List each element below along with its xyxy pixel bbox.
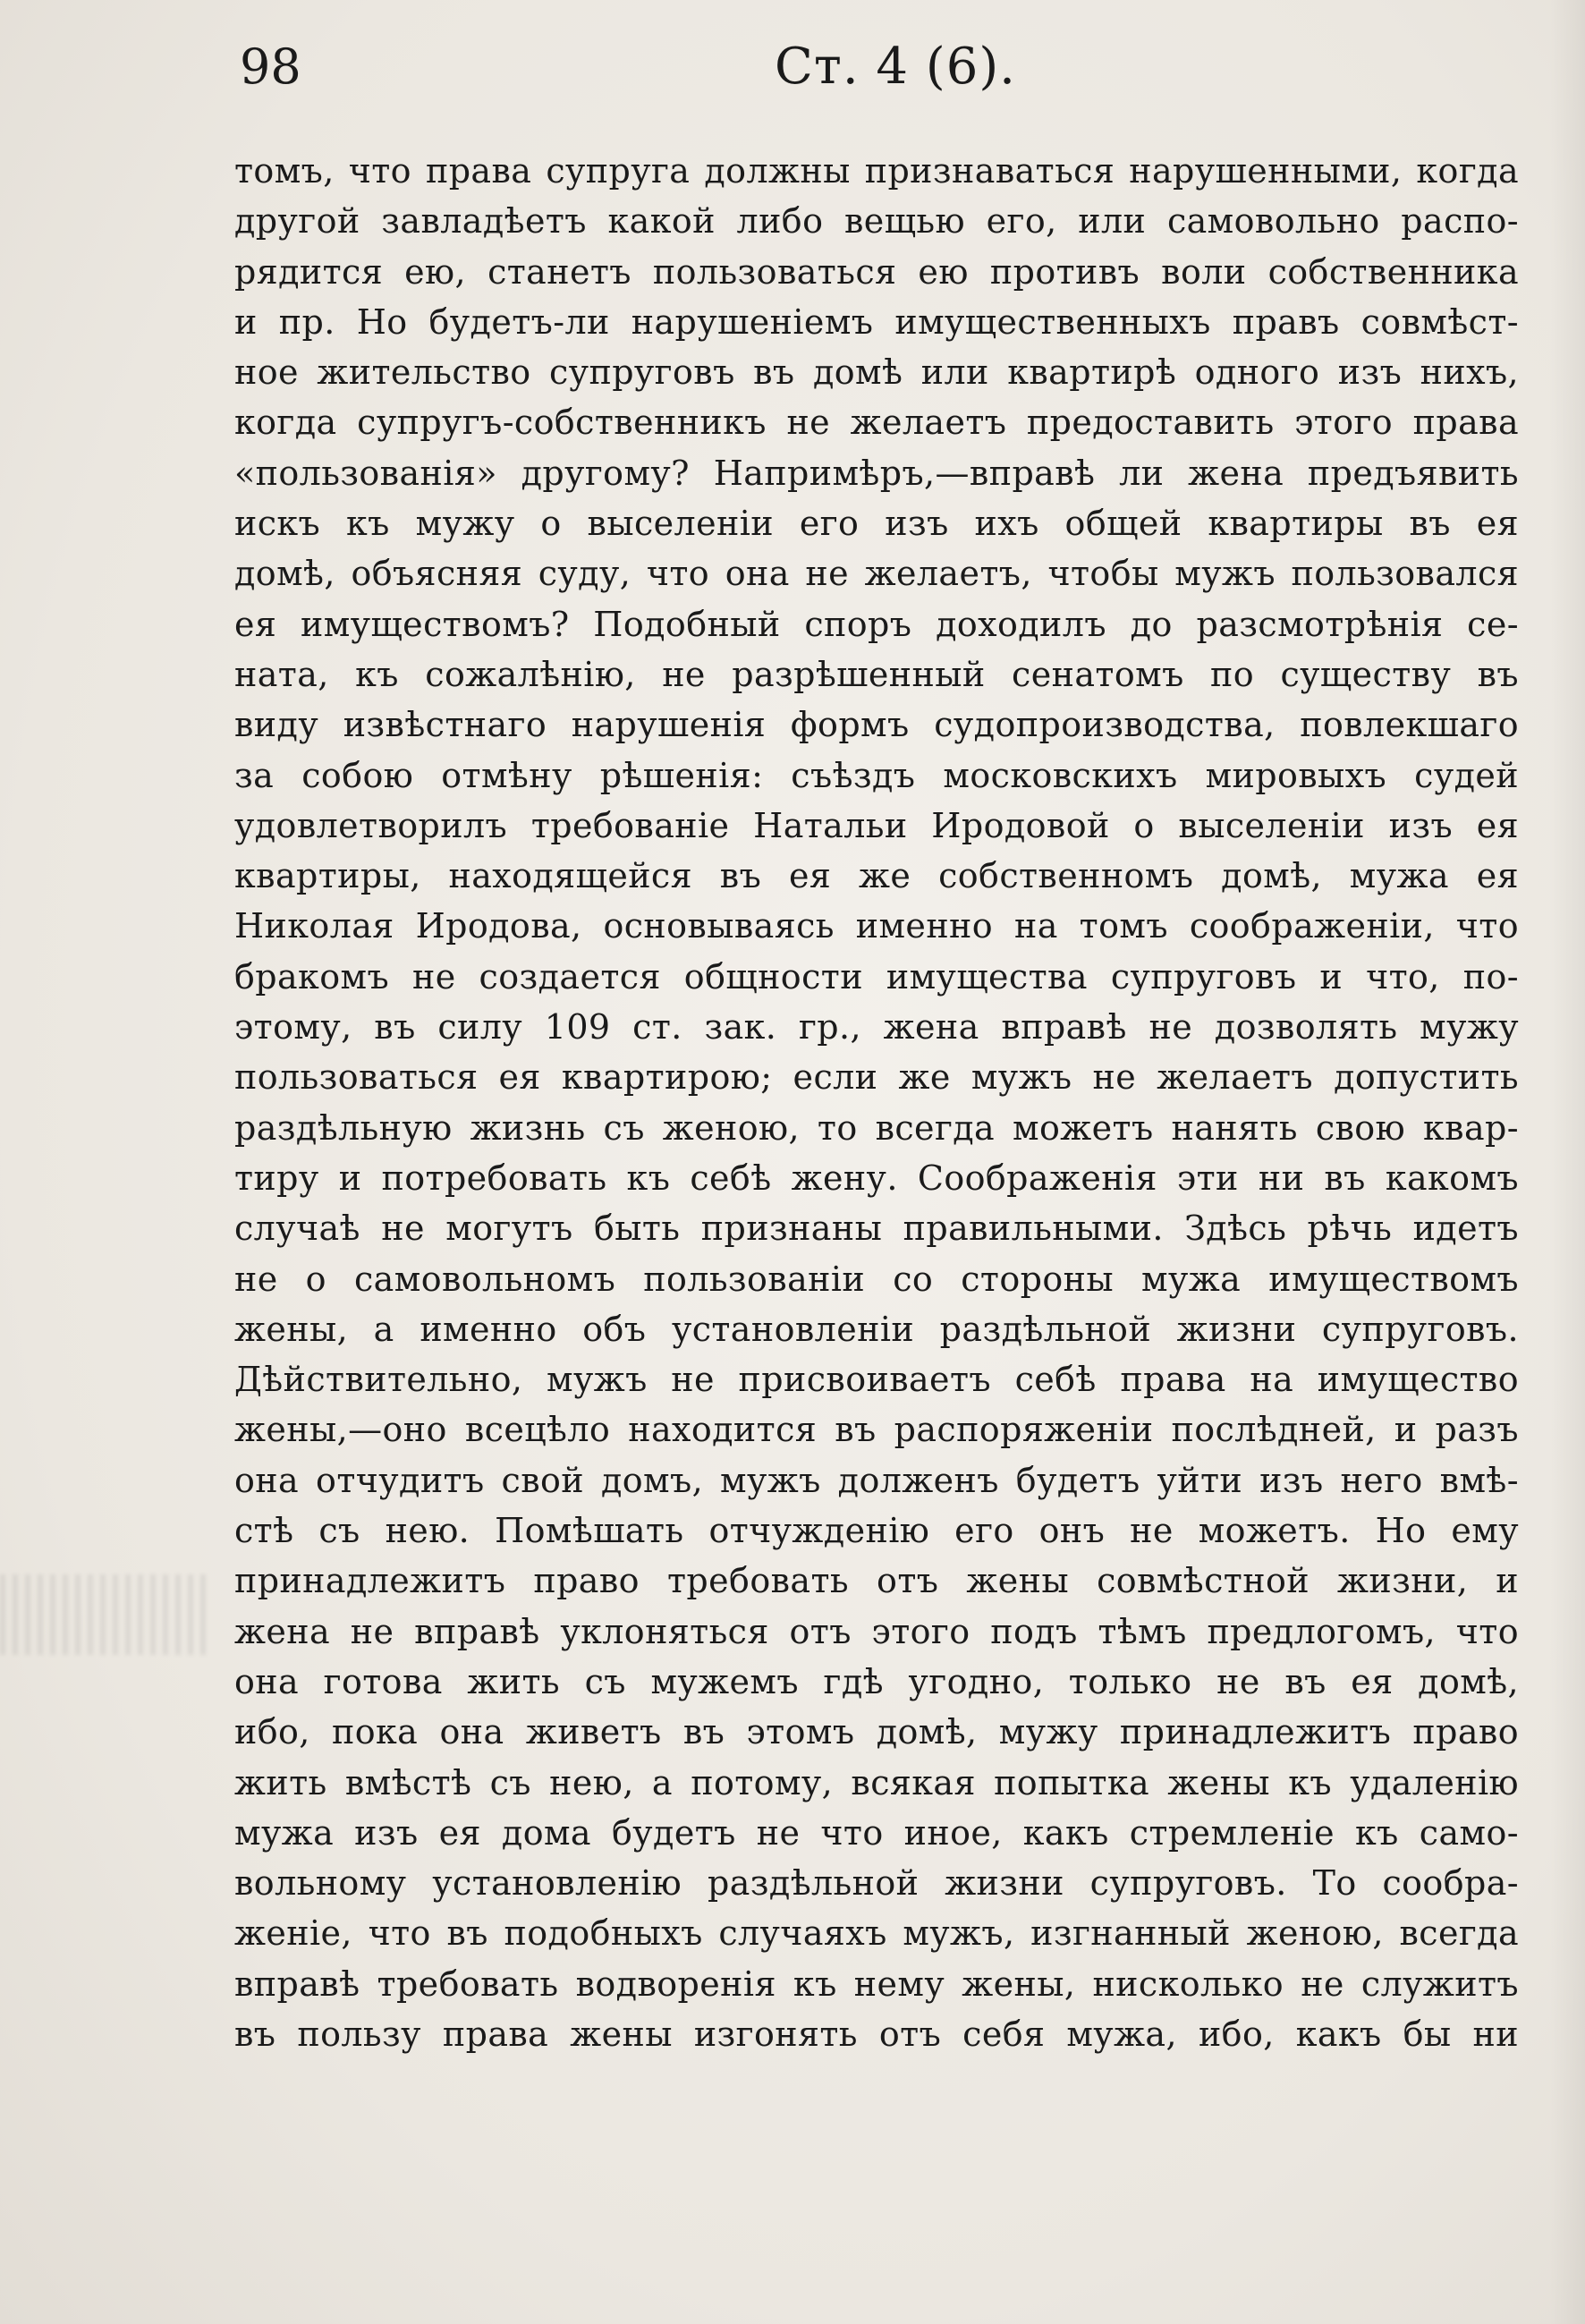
text-line: ное жительство супруговъ въ домѣ или квартирѣ одного изъ нихъ, [234,352,1519,393]
text-line: не о самовольномъ пользованіи со стороны мужа имуществомъ [234,1259,1519,1299]
text-line: стѣ съ нею. Помѣшать отчужденію его онъ не можетъ. Но ему [234,1511,1519,1551]
page-number: 98 [240,38,301,95]
text-line: жены, а именно объ установленіи раздѣльной жизни супруговъ. [234,1309,1519,1349]
text-line: тиру и потребовать къ себѣ жену. Соображенія эти ни въ какомъ [234,1158,1519,1198]
text-line: за собою отмѣну рѣшенія: съѣздъ московскихъ мировыхъ судей [234,755,1519,795]
text-line: ната, къ сожалѣнію, не разрѣшенный сенатомъ по существу въ [234,654,1519,694]
text-line: квартиры, находящейся въ ея же собственномъ домѣ, мужа ея [234,856,1519,896]
text-line: жены,—оно всецѣло находится въ распоряженіи послѣдней, и разъ [234,1410,1519,1450]
text-line: въ пользу права жены изгонять отъ себя мужа, ибо, какъ бы ни [234,2014,1519,2054]
page-edge-shadow [1549,0,1585,2324]
text-line: этому, въ силу 109 ст. зак. гр., жена вправѣ не дозволять мужу [234,1007,1519,1047]
text-line: Николая Иродова, основываясь именно на томъ соображеніи, что [234,906,1519,946]
text-line: домѣ, объясняя суду, что она не желаетъ, чтобы мужъ пользовался [234,554,1519,594]
text-line: жить вмѣстѣ съ нею, а потому, всякая попытка жены къ удаленію [234,1762,1519,1802]
text-line: и пр. Но будетъ-ли нарушеніемъ имущественныхъ правъ совмѣст- [234,301,1519,342]
text-line: другой завладѣетъ какой либо вещью его, или самовольно распо- [234,201,1519,242]
text-line: вольному установленію раздѣльной жизни супруговъ. То сообра- [234,1863,1519,1904]
text-line: томъ, что права супруга должны признаваться нарушенными, когда [234,151,1519,191]
text-line: принадлежитъ право требовать отъ жены совмѣстной жизни, и [234,1561,1519,1601]
text-line: ибо, пока она живетъ въ этомъ домѣ, мужу принадлежитъ право [234,1712,1519,1752]
text-line: когда супругъ-собственникъ не желаетъ предоставить этого права [234,403,1519,443]
text-line: жена не вправѣ уклоняться отъ этого подъ тѣмъ предлогомъ, что [234,1611,1519,1651]
text-line: рядится ею, станетъ пользоваться ею противъ воли собственника [234,251,1519,292]
text-line: Дѣйствительно, мужъ не присвоиваетъ себѣ права на имущество [234,1360,1519,1400]
text-line: случаѣ не могутъ быть признаны правильными. Здѣсь рѣчь идетъ [234,1209,1519,1249]
text-line: раздѣльную жизнь съ женою, то всегда можетъ нанять свою квар- [234,1107,1519,1148]
page-header [240,36,1521,98]
text-line: женіе, что въ подобныхъ случаяхъ мужъ, изгнанный женою, всегда [234,1913,1519,1954]
text-line: удовлетворилъ требованіе Натальи Иродовой о выселеніи изъ ея [234,805,1519,845]
bleed-through-marks [0,1574,206,1655]
body-text [234,146,1519,2059]
text-line: «пользованія» другому? Напримѣръ,—вправѣ ли жена предъявить [234,453,1519,493]
text-line: пользоваться ея квартирою; если же мужъ не желаетъ допустить [234,1057,1519,1098]
text-line: она отчудитъ свой домъ, мужъ долженъ будетъ уйти изъ него вмѣ- [234,1460,1519,1500]
text-line: бракомъ не создается общности имущества супруговъ и что, по- [234,956,1519,997]
text-line: ея имуществомъ? Подобный споръ доходилъ до разсмотрѣнія се- [234,604,1519,644]
running-head: Ст. 4 (6). [775,38,1016,96]
text-line: она готова жить съ мужемъ гдѣ угодно, только не въ ея домѣ, [234,1661,1519,1701]
text-line: мужа изъ ея дома будетъ не что иное, какъ стремленіе къ само- [234,1812,1519,1853]
text-line: виду извѣстнаго нарушенія формъ судопроизводства, повлекшаго [234,705,1519,745]
text-line: вправѣ требовать водворенія къ нему жены, нисколько не служитъ [234,1964,1519,2004]
text-line: искъ къ мужу о выселеніи его изъ ихъ общей квартиры въ ея [234,504,1519,544]
